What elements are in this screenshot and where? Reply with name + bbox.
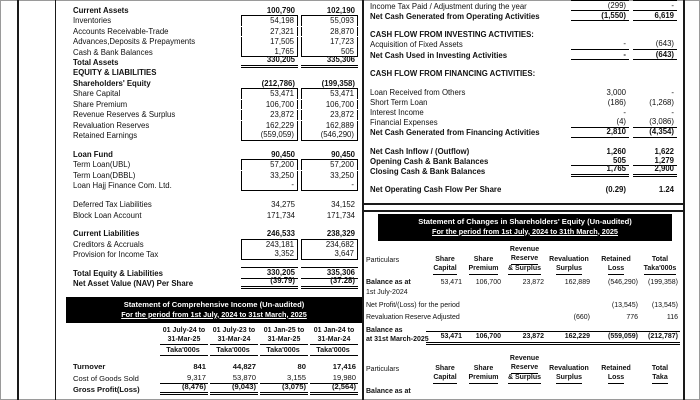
- row-value-col1: (299): [571, 0, 629, 11]
- header-line: Taka: [652, 374, 667, 384]
- balance-sheet-row: [73, 36, 358, 46]
- row-value: 19,980: [310, 373, 358, 384]
- balance-sheet-row: [73, 249, 358, 259]
- row-label: CASH FLOW FROM INVESTING ACTIVITIES:: [370, 30, 534, 40]
- row-value: 841: [193, 362, 206, 372]
- label-line: Balance as at: [366, 388, 411, 396]
- balance-sheet-row: [73, 109, 358, 119]
- balance-sheet-row: [73, 99, 358, 109]
- row-label: Term Loan(UBL): [73, 160, 131, 170]
- equity-statement-subtitle: For the period from 1st July, 2024 to 31th March, 2025: [432, 226, 618, 236]
- row-value-col1: 34,275: [271, 200, 295, 210]
- label-line: Net Profit/(Loss) for the period: [366, 301, 460, 309]
- row-label: Accounts Receivable-Trade: [73, 26, 169, 36]
- row-value: 23,872: [503, 331, 546, 345]
- row-value-col1: (212,786): [261, 78, 295, 88]
- header-line: Revaluation: [549, 256, 589, 264]
- cash-flow-row: [370, 50, 677, 60]
- equity-row: [366, 387, 680, 397]
- cash-flow-row: [370, 1, 677, 11]
- row-label: Closing Cash & Bank Balances: [370, 166, 486, 176]
- right-pane-right-border: [683, 0, 685, 400]
- row-value-col1: 3,000: [606, 87, 626, 97]
- row-label: Share Premium: [73, 99, 128, 109]
- header-line: Revaluation: [549, 365, 589, 373]
- row-value-col2: -: [671, 87, 674, 97]
- row-label: Loan Received from Others: [370, 87, 466, 97]
- row-value-col1: 27,321: [241, 27, 298, 37]
- row-value: (559,059): [592, 331, 640, 345]
- equity-row: [366, 313, 680, 323]
- header-line: Share: [435, 256, 455, 264]
- cash-flow-row: [370, 146, 677, 156]
- row-label: Term Loan(DBBL): [73, 170, 136, 180]
- cash-flow-row: [370, 30, 677, 40]
- row-value: 116: [666, 314, 678, 322]
- header-line: Retained: [601, 365, 631, 373]
- header-line: Share: [473, 365, 494, 373]
- label-line: Balance as: [366, 326, 403, 334]
- row-value: 53,471: [426, 331, 464, 345]
- equity-column-header: [546, 365, 592, 384]
- row-label: [366, 313, 460, 323]
- row-label: Advances,Deposits & Prepayments: [73, 37, 196, 47]
- cash-flow-row: [370, 68, 677, 78]
- row-value: 9,317: [160, 373, 208, 384]
- row-value: 23,872: [522, 279, 544, 287]
- row-label: Current Assets: [73, 5, 129, 15]
- row-value-col2: 33,250: [301, 171, 358, 181]
- balance-sheet-row: [73, 89, 358, 99]
- row-value-col1: 23,872: [241, 110, 298, 120]
- row-label: Provision for Income Tax: [73, 250, 159, 260]
- header-line: Taka'000s: [644, 265, 677, 275]
- row-label: Deferred Tax Liabilities: [73, 200, 152, 210]
- header-line: Capital: [433, 265, 456, 275]
- row-value-col2: 3,647: [301, 249, 358, 260]
- row-label: Interest Income: [370, 107, 424, 117]
- income-unit-label: Taka'000s: [160, 344, 208, 356]
- income-period-header: [160, 327, 208, 344]
- label-line: Balance as at: [366, 279, 411, 287]
- equity-column-header: [464, 365, 503, 384]
- equity-column-header: [592, 365, 640, 384]
- balance-sheet-row: [73, 130, 358, 140]
- header-line: Reserve: [511, 255, 538, 265]
- balance-sheet-row: [73, 170, 358, 180]
- label-line: 1st July-2024: [366, 288, 408, 296]
- row-value: (13,545): [611, 301, 638, 309]
- balance-sheet-row: [73, 180, 358, 190]
- row-value-col1: 33,250: [241, 171, 298, 181]
- row-value-col2: -: [633, 0, 677, 11]
- row-value-col2: 238,329: [326, 229, 355, 239]
- row-value-col1: 1,765: [241, 47, 298, 58]
- row-value: (660): [573, 314, 590, 322]
- header-line: 01 Jan-24 to: [313, 327, 355, 334]
- row-value-col1: 106,700: [241, 100, 298, 110]
- row-label: Cost of Goods Sold: [73, 373, 139, 383]
- balance-sheet-row: [73, 239, 358, 249]
- cash-flow-row: [370, 163, 677, 176]
- equity-column-header: [640, 256, 680, 275]
- row-label: Loan Hajj Finance Com. Ltd.: [73, 181, 172, 191]
- income-unit-label: Taka'000s: [210, 344, 258, 356]
- right-pane-left-border: [362, 0, 364, 400]
- header-line: Reserve: [511, 364, 538, 374]
- row-label: Income Tax Paid / Adjustment during the year: [370, 1, 527, 11]
- row-value: 106,700: [464, 331, 503, 345]
- row-label: [366, 278, 426, 297]
- row-value-col2: 28,870: [301, 27, 358, 37]
- header-line: Loss: [608, 374, 624, 384]
- balance-sheet-row: [73, 199, 358, 209]
- income-unit-row: [73, 344, 358, 356]
- header-line: Total: [651, 256, 669, 264]
- cash-flow-statement: [370, 1, 677, 195]
- header-line: 01 July-23 to: [212, 327, 256, 334]
- row-label: Net Cash Generated from Financing Activities: [370, 128, 540, 138]
- equity-column-header: [546, 256, 592, 275]
- row-value-col2: 106,700: [301, 100, 358, 110]
- row-value-col1: (4): [571, 117, 629, 128]
- row-value-col1: -: [241, 180, 298, 191]
- row-value-col2: 1,622: [654, 146, 674, 156]
- cash-flow-row: [370, 97, 677, 107]
- row-label: [366, 301, 460, 311]
- equity-column-header: [426, 256, 464, 275]
- spacer-row: [370, 21, 677, 29]
- equity-column-header: [503, 246, 546, 275]
- balance-sheet-row: [73, 276, 358, 289]
- income-statement-title-bar: [66, 297, 362, 323]
- row-value-col1: 246,533: [266, 229, 295, 239]
- row-value-col2: 1,279: [633, 156, 677, 167]
- label-line: at 31st March-2025: [366, 336, 429, 344]
- row-value-col1: 54,198: [241, 15, 298, 26]
- header-line: Premium: [469, 265, 499, 275]
- row-label: Revenue Reserves & Surplus: [73, 110, 176, 120]
- row-value-col2: 57,200: [301, 159, 358, 170]
- header-line: 31-Mar-25: [267, 335, 301, 343]
- row-label: Acquisition of Fixed Assets: [370, 40, 463, 50]
- row-label: Opening Cash & Bank Balances: [370, 156, 489, 166]
- row-label: Inventories: [73, 16, 112, 26]
- row-value-col1: 90,450: [271, 149, 295, 159]
- row-value: (9,043): [210, 382, 258, 395]
- income-statement-table: [73, 327, 358, 395]
- income-period-header: [310, 327, 358, 344]
- label-line: Revaluation Reserve Adjusted: [366, 314, 460, 322]
- row-label: Revaluation Reserves: [73, 120, 150, 130]
- equity-section-top-border: [362, 210, 684, 212]
- income-unit-label: Taka'000s: [260, 344, 308, 356]
- row-value: 53,870: [210, 373, 258, 384]
- equity-row: [366, 278, 680, 297]
- balance-sheet-row: [73, 210, 358, 220]
- spacer-row: [370, 79, 677, 87]
- header-line: Total: [651, 365, 669, 373]
- row-label: CASH FLOW FROM FINANCING ACTIVITIES:: [370, 69, 536, 79]
- row-value-col2: (37.28): [301, 276, 358, 289]
- equity-column-header: [640, 365, 680, 384]
- row-label: Retained Earnings: [73, 131, 138, 141]
- row-label: Share Capital: [73, 89, 121, 99]
- row-value-col2: (643): [633, 50, 677, 61]
- income-statement-title: Statement of Comprehensive Income (Un-audited): [123, 300, 305, 309]
- row-value-col2: 2,900: [633, 164, 677, 177]
- row-value: (2,564): [310, 382, 358, 395]
- spacer-row: [370, 177, 677, 185]
- row-value-col1: 1,765: [571, 164, 629, 177]
- row-value-col2: 55,093: [301, 15, 358, 26]
- row-value-col1: 162,229: [241, 121, 298, 131]
- row-label: Turnover: [73, 362, 106, 372]
- row-value: 162,889: [564, 279, 590, 287]
- header-line: Share: [473, 256, 494, 264]
- header-line: Premium: [469, 374, 499, 384]
- row-value-col2: 23,872: [301, 110, 358, 120]
- header-line: Capital: [433, 374, 456, 384]
- row-value: 53,471: [440, 279, 462, 287]
- cash-flow-row: [370, 185, 677, 195]
- row-value-col1: (1,550): [571, 11, 629, 22]
- row-value-col1: 171,734: [266, 210, 295, 220]
- header-line: 31-Mar-25: [167, 335, 201, 343]
- row-value-col2: -: [671, 107, 674, 117]
- row-value-col1: -: [571, 39, 629, 50]
- spacer-row: [73, 220, 358, 228]
- income-row: [73, 381, 358, 395]
- row-value-col1: 330,205: [241, 55, 298, 68]
- row-value: 106,700: [475, 279, 501, 287]
- equity-column-header: [464, 256, 503, 275]
- row-value-col1: 17,505: [241, 37, 298, 47]
- header-line: 01 Jan-25 to: [263, 327, 305, 334]
- row-value-col2: 102,190: [326, 5, 355, 15]
- row-value: (13,545): [651, 301, 678, 309]
- income-header-row: [73, 327, 358, 344]
- spacer-row: [370, 138, 677, 146]
- row-value-col2: 53,471: [301, 88, 358, 99]
- row-value-col2: (199,358): [321, 78, 355, 88]
- row-label: Loan Fund: [73, 149, 113, 159]
- row-value: (546,290): [608, 279, 638, 287]
- row-value: 44,827: [232, 362, 256, 372]
- balance-sheet-row: [73, 78, 358, 88]
- spacer-row: [73, 141, 358, 149]
- row-value: (199,358): [648, 279, 678, 287]
- row-value-col1: 3,352: [241, 249, 298, 260]
- row-label: Current Liabilities: [73, 229, 140, 239]
- row-label: Cash & Bank Balances: [73, 47, 153, 57]
- equity-header-particulars: Particulars: [366, 256, 400, 264]
- row-label: Creditors & Accruals: [73, 239, 144, 249]
- left-inner-line: [55, 0, 56, 400]
- row-value-col2: (643): [633, 39, 677, 50]
- row-value-col2: -: [301, 180, 358, 191]
- row-value-col2: 335,306: [301, 55, 358, 68]
- equity-column-header: [426, 365, 464, 384]
- header-line: Loss: [608, 265, 624, 275]
- row-label: Gross Profit(Loss): [73, 384, 140, 394]
- income-period-header: [260, 327, 308, 344]
- row-value-col2: 6,619: [633, 11, 677, 22]
- header-line: & Surplus: [508, 374, 541, 384]
- row-label: Net Cash Used in Investing Activities: [370, 50, 508, 60]
- row-label: Shareholders' Equity: [73, 78, 151, 88]
- row-value-col1: 100,790: [266, 5, 295, 15]
- balance-sheet-row: [73, 15, 358, 25]
- cash-flow-row: [370, 87, 677, 97]
- row-value-col1: 53,471: [241, 88, 298, 99]
- equity-column-header: [503, 355, 546, 384]
- header-line: Surplus: [556, 265, 582, 275]
- row-value-col1: 243,181: [241, 239, 298, 250]
- cashflow-bottom-border: [362, 203, 684, 205]
- income-unit-label: Taka'000s: [310, 344, 358, 356]
- row-value-col2: (546,290): [301, 130, 358, 141]
- spacer-row: [73, 191, 358, 199]
- row-value-col2: 335,306: [301, 267, 358, 279]
- row-label: [366, 326, 429, 345]
- row-value: 162,229: [546, 331, 592, 345]
- equity-header-row-1: [366, 246, 680, 275]
- header-line: & Surplus: [508, 265, 541, 275]
- balance-sheet-row: [73, 57, 358, 67]
- equity-statement-title-bar: [378, 214, 672, 241]
- row-value: 776: [626, 314, 638, 322]
- row-value-col2: (3,086): [633, 117, 677, 128]
- balance-sheet-row: [73, 68, 358, 78]
- spacer-row: [370, 60, 677, 68]
- equity-header-particulars: Particulars: [366, 365, 400, 373]
- row-value-col2: 171,734: [326, 210, 355, 220]
- row-label: Total Assets: [73, 58, 119, 68]
- row-label: [366, 387, 426, 397]
- row-value-col1: 2,810: [571, 127, 629, 138]
- row-value-col1: -: [571, 50, 629, 61]
- row-label: Net Asset Value (NAV) Per Share: [73, 279, 194, 289]
- spacer-row: [366, 345, 680, 355]
- header-line: 31-Mar-24: [217, 335, 251, 343]
- header-line: Share: [435, 365, 455, 373]
- balance-sheet-row: [73, 160, 358, 170]
- equity-row: [366, 326, 680, 345]
- row-value: 80: [297, 362, 306, 372]
- balance-sheet-row: [73, 149, 358, 159]
- cash-flow-row: [370, 40, 677, 50]
- row-label: Total Equity & Liabilities: [73, 269, 163, 279]
- equity-statement-table: [366, 246, 680, 397]
- equity-statement-title: Statement of Changes in Shareholders' Equity (Un-audited): [418, 217, 632, 226]
- header-line: Retained: [601, 256, 631, 264]
- row-value-col1: (186): [607, 97, 626, 107]
- row-value-col2: 234,682: [301, 239, 358, 250]
- row-value-col2: 1.24: [658, 185, 674, 195]
- row-value-col2: 90,450: [331, 149, 355, 159]
- row-value-col2: 17,723: [301, 37, 358, 47]
- row-value: 3,155: [260, 373, 308, 384]
- header-line: Revenue: [509, 354, 540, 362]
- row-value-col2: (1,268): [649, 97, 674, 107]
- income-period-header: [210, 327, 258, 344]
- row-value-col1: (559,059): [241, 130, 298, 141]
- cash-flow-row: [370, 11, 677, 21]
- row-value-col2: 162,889: [301, 121, 358, 131]
- header-line: Revenue: [509, 246, 540, 253]
- income-row: [73, 361, 358, 372]
- row-value-col1: 57,200: [241, 159, 298, 170]
- row-label: Financial Expenses: [370, 117, 438, 127]
- row-value: 17,416: [332, 362, 356, 372]
- cash-flow-row: [370, 107, 677, 117]
- equity-column-header: [592, 256, 640, 275]
- row-value-col1: (0.29): [605, 185, 626, 195]
- row-label: Net Operating Cash Flow Per Share: [370, 185, 502, 195]
- row-value-col1: 330,205: [241, 267, 298, 279]
- left-border-line: [17, 0, 19, 400]
- balance-sheet-row: [73, 5, 358, 15]
- header-line: 31-Mar-24: [317, 335, 351, 343]
- row-value: (3,075): [260, 382, 308, 395]
- row-label: Short Term Loan: [370, 97, 428, 107]
- row-value-col2: 34,152: [331, 200, 355, 210]
- row-label: Block Loan Account: [73, 210, 142, 220]
- equity-row: [366, 301, 680, 311]
- row-value-col2: 505: [301, 47, 358, 58]
- cash-flow-row: [370, 156, 677, 166]
- row-value-col2: (4,354): [633, 127, 677, 138]
- balance-sheet-row: [73, 228, 358, 238]
- row-label: Net Cash Generated from Operating Activities: [370, 11, 540, 21]
- balance-sheet-row: [73, 26, 358, 36]
- income-statement-subtitle: For the period from 1st July, 2024 to 31st March, 2025: [121, 309, 307, 319]
- header-line: 01 July-24 to: [162, 327, 206, 334]
- row-label: EQUITY & LIABILITIES: [73, 68, 157, 78]
- balance-sheet: [73, 5, 358, 289]
- row-value-col1: (39.79): [241, 276, 298, 289]
- row-value-col1: -: [623, 107, 626, 117]
- header-line: Surplus: [556, 374, 582, 384]
- row-value: (8,476): [160, 382, 208, 395]
- row-value-col1: 1,260: [606, 146, 626, 156]
- row-label: Net Cash Inflow / (Outflow): [370, 146, 470, 156]
- equity-header-row-2: [366, 355, 680, 384]
- row-value-col1: 505: [571, 156, 629, 167]
- cash-flow-row: [370, 117, 677, 127]
- balance-sheet-row: [73, 120, 358, 130]
- cash-flow-row: [370, 128, 677, 138]
- row-value: (212,787): [640, 331, 680, 345]
